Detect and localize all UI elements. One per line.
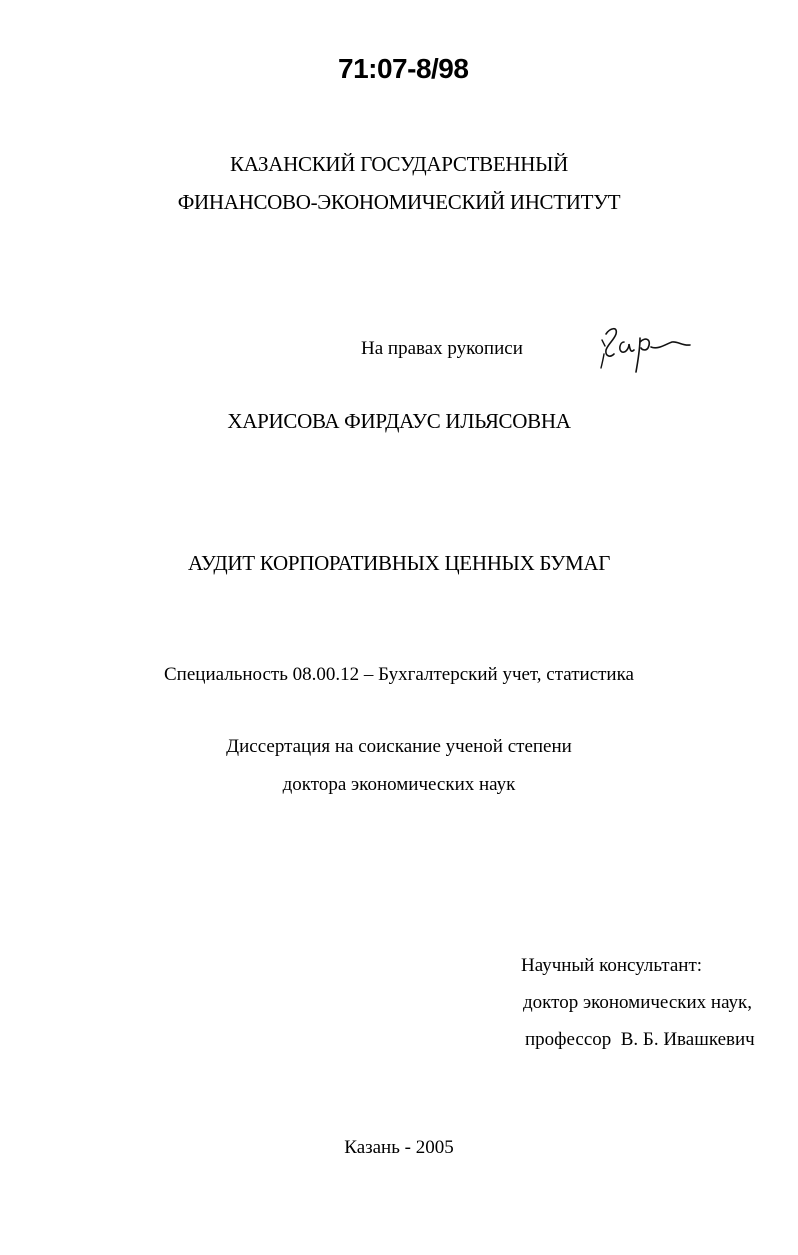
consultant-degree: доктор экономических наук,	[523, 992, 753, 1013]
handwritten-signature	[596, 320, 696, 374]
specialty-line: Специальность 08.00.12 – Бухгалтерский учет, статистика	[164, 664, 634, 685]
manuscript-note: На правах рукописи	[361, 338, 523, 359]
degree-line-2: доктора экономических наук	[282, 774, 516, 795]
consultant-heading: Научный консультант:	[521, 955, 703, 976]
author-name: ХАРИСОВА ФИРДАУС ИЛЬЯСОВНА	[227, 409, 571, 433]
registry-code: 71:07-8/98	[338, 53, 469, 84]
consultant-name: профессор В. Б. Ивашкевич	[525, 1029, 755, 1050]
dissertation-title: АУДИТ КОРПОРАТИВНЫХ ЦЕННЫХ БУМАГ	[187, 551, 611, 575]
degree-line-1: Диссертация на соискание ученой степени	[226, 736, 572, 757]
institution-line-2: ФИНАНСОВО-ЭКОНОМИЧЕСКИЙ ИНСТИТУТ	[177, 190, 621, 214]
place-year: Казань - 2005	[344, 1137, 454, 1158]
institution-line-1: КАЗАНСКИЙ ГОСУДАРСТВЕННЫЙ	[229, 152, 569, 176]
